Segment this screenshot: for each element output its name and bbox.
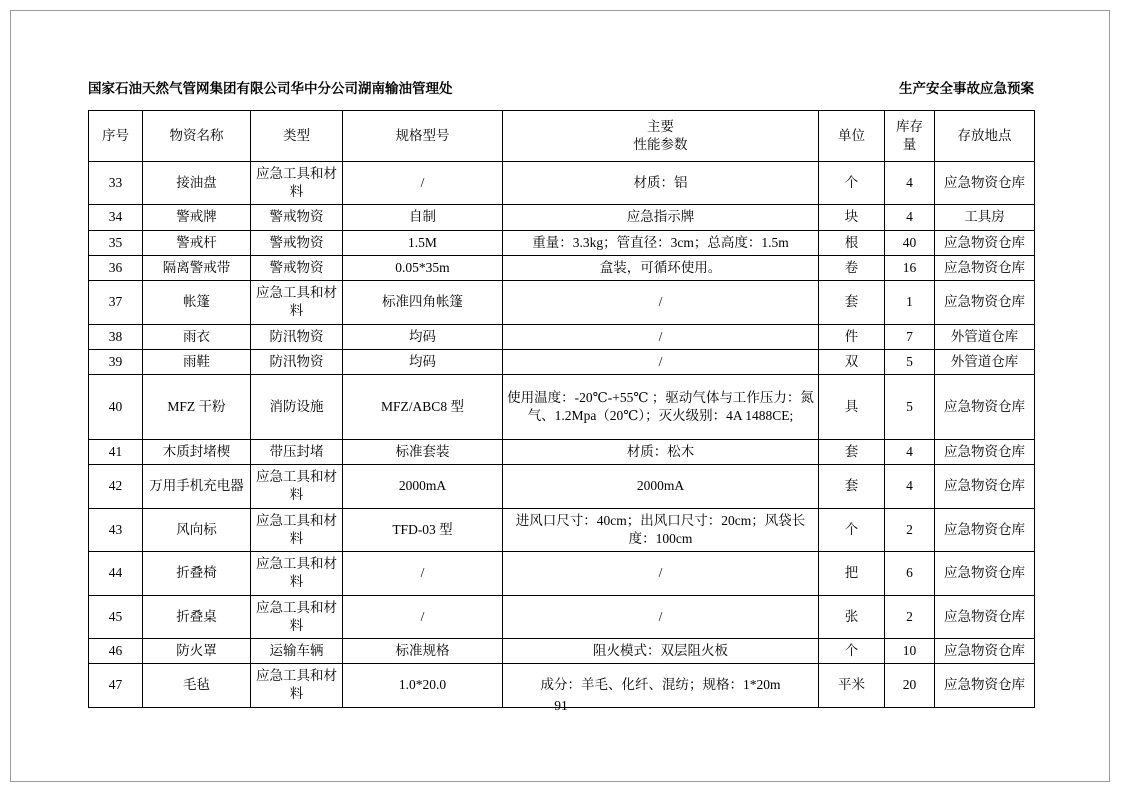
cell-location: 应急物资仓库 — [935, 664, 1035, 707]
cell-quantity: 6 — [885, 552, 935, 595]
cell-type: 警戒物资 — [251, 205, 343, 230]
cell-location: 应急物资仓库 — [935, 638, 1035, 663]
cell-type: 应急工具和材料 — [251, 465, 343, 508]
cell-name: 雨衣 — [143, 324, 251, 349]
table-row — [89, 374, 1035, 439]
cell-spec: 2000mA — [343, 465, 503, 508]
cell-unit: 套 — [819, 465, 885, 508]
table-row — [89, 205, 1035, 230]
cell-quantity: 2 — [885, 595, 935, 638]
cell-type: 消防设施 — [251, 374, 343, 439]
cell-spec: 1.5M — [343, 230, 503, 255]
cell-performance: 成分：羊毛、化纤、混纺；规格：1*20m — [503, 664, 819, 707]
table-row — [89, 552, 1035, 595]
cell-type: 防汛物资 — [251, 324, 343, 349]
cell-index: 41 — [89, 439, 143, 464]
column-header-location: 存放地点 — [935, 111, 1035, 162]
table-row — [89, 595, 1035, 638]
cell-index: 38 — [89, 324, 143, 349]
cell-spec: / — [343, 552, 503, 595]
cell-name: 折叠椅 — [143, 552, 251, 595]
cell-index: 44 — [89, 552, 143, 595]
cell-name: 风向标 — [143, 508, 251, 551]
column-header-performance — [503, 111, 819, 162]
cell-performance: 材质：铝 — [503, 162, 819, 205]
cell-quantity: 10 — [885, 638, 935, 663]
cell-name: 防火罩 — [143, 638, 251, 663]
cell-quantity: 7 — [885, 324, 935, 349]
cell-spec: / — [343, 595, 503, 638]
cell-spec: MFZ/ABC8 型 — [343, 374, 503, 439]
cell-type: 应急工具和材料 — [251, 595, 343, 638]
cell-name: 接油盘 — [143, 162, 251, 205]
column-header-unit: 单位 — [819, 111, 885, 162]
cell-type: 带压封堵 — [251, 439, 343, 464]
cell-index: 39 — [89, 349, 143, 374]
cell-index: 37 — [89, 281, 143, 324]
cell-performance: 阻火模式：双层阻火板 — [503, 638, 819, 663]
cell-index: 33 — [89, 162, 143, 205]
cell-quantity: 20 — [885, 664, 935, 707]
cell-performance: 材质：松木 — [503, 439, 819, 464]
cell-unit: 个 — [819, 638, 885, 663]
cell-performance: 使用温度：-20℃-+55℃ ；驱动气体与工作压力：氮气、1.2Mpa（20℃）；灭火级别：4A 1488CE; — [503, 374, 819, 439]
cell-quantity: 2 — [885, 508, 935, 551]
table-body — [89, 162, 1035, 708]
cell-spec: 标准规格 — [343, 638, 503, 663]
cell-performance: / — [503, 324, 819, 349]
cell-location: 工具房 — [935, 205, 1035, 230]
cell-type: 警戒物资 — [251, 255, 343, 280]
cell-index: 40 — [89, 374, 143, 439]
table-header — [89, 111, 1035, 162]
table-header-row — [89, 111, 1035, 162]
cell-quantity: 4 — [885, 205, 935, 230]
cell-spec: TFD-03 型 — [343, 508, 503, 551]
cell-type: 警戒物资 — [251, 230, 343, 255]
column-header-spec: 规格型号 — [343, 111, 503, 162]
cell-location: 外管道仓库 — [935, 349, 1035, 374]
cell-spec: 均码 — [343, 349, 503, 374]
column-header-name: 物资名称 — [143, 111, 251, 162]
cell-index: 34 — [89, 205, 143, 230]
cell-name: 警戒牌 — [143, 205, 251, 230]
cell-spec: 1.0*20.0 — [343, 664, 503, 707]
cell-name: 木质封堵楔 — [143, 439, 251, 464]
header-left-text: 国家石油天然气管网集团有限公司华中分公司湖南输油管理处 — [88, 81, 453, 96]
column-header-quantity — [885, 111, 935, 162]
cell-name: 毛毡 — [143, 664, 251, 707]
cell-unit: 套 — [819, 281, 885, 324]
table-row — [89, 230, 1035, 255]
cell-unit: 平米 — [819, 664, 885, 707]
cell-unit: 卷 — [819, 255, 885, 280]
cell-type: 应急工具和材料 — [251, 552, 343, 595]
cell-unit: 件 — [819, 324, 885, 349]
cell-location: 应急物资仓库 — [935, 374, 1035, 439]
table-row — [89, 162, 1035, 205]
cell-location: 应急物资仓库 — [935, 255, 1035, 280]
column-header-performance-line1: 主要 — [647, 118, 674, 134]
cell-index: 46 — [89, 638, 143, 663]
column-header-index: 序号 — [89, 111, 143, 162]
cell-quantity: 40 — [885, 230, 935, 255]
cell-type: 应急工具和材料 — [251, 508, 343, 551]
cell-performance: / — [503, 595, 819, 638]
column-header-quantity-line1: 库存 — [896, 118, 923, 134]
column-header-quantity-line2: 量 — [902, 137, 917, 152]
table-row — [89, 324, 1035, 349]
cell-index: 42 — [89, 465, 143, 508]
cell-performance: / — [503, 281, 819, 324]
cell-quantity: 1 — [885, 281, 935, 324]
cell-unit: 套 — [819, 439, 885, 464]
cell-performance: 进风口尺寸：40cm；出风口尺寸：20cm；风袋长度：100cm — [503, 508, 819, 551]
cell-unit: 把 — [819, 552, 885, 595]
cell-unit: 个 — [819, 162, 885, 205]
cell-location: 应急物资仓库 — [935, 439, 1035, 464]
table-row — [89, 349, 1035, 374]
cell-name: 折叠桌 — [143, 595, 251, 638]
cell-name: MFZ 干粉 — [143, 374, 251, 439]
cell-name: 警戒杆 — [143, 230, 251, 255]
cell-name: 雨鞋 — [143, 349, 251, 374]
cell-name: 万用手机充电器 — [143, 465, 251, 508]
cell-spec: 标准套装 — [343, 439, 503, 464]
cell-type: 应急工具和材料 — [251, 664, 343, 707]
cell-location: 应急物资仓库 — [935, 281, 1035, 324]
cell-type: 防汛物资 — [251, 349, 343, 374]
table-row — [89, 439, 1035, 464]
cell-name: 帐篷 — [143, 281, 251, 324]
cell-performance: 重量：3.3kg；管直径：3cm；总高度：1.5m — [503, 230, 819, 255]
cell-index: 43 — [89, 508, 143, 551]
cell-type: 应急工具和材料 — [251, 281, 343, 324]
cell-performance: / — [503, 349, 819, 374]
cell-spec: 0.05*35m — [343, 255, 503, 280]
cell-index: 47 — [89, 664, 143, 707]
cell-location: 外管道仓库 — [935, 324, 1035, 349]
cell-spec: 均码 — [343, 324, 503, 349]
table-row — [89, 508, 1035, 551]
table-row — [89, 638, 1035, 663]
cell-quantity: 4 — [885, 162, 935, 205]
cell-unit: 个 — [819, 508, 885, 551]
table-row — [89, 465, 1035, 508]
cell-quantity: 5 — [885, 374, 935, 439]
cell-name: 隔离警戒带 — [143, 255, 251, 280]
cell-type: 运输车辆 — [251, 638, 343, 663]
cell-unit: 张 — [819, 595, 885, 638]
cell-quantity: 5 — [885, 349, 935, 374]
cell-type: 应急工具和材料 — [251, 162, 343, 205]
cell-location: 应急物资仓库 — [935, 508, 1035, 551]
cell-performance: 2000mA — [503, 465, 819, 508]
page-number: 91 — [554, 698, 568, 713]
cell-index: 35 — [89, 230, 143, 255]
cell-unit: 双 — [819, 349, 885, 374]
cell-index: 45 — [89, 595, 143, 638]
cell-performance: 盒装，可循环使用。 — [503, 255, 819, 280]
cell-unit: 具 — [819, 374, 885, 439]
cell-quantity: 16 — [885, 255, 935, 280]
cell-unit: 块 — [819, 205, 885, 230]
cell-location: 应急物资仓库 — [935, 552, 1035, 595]
cell-spec: / — [343, 162, 503, 205]
cell-quantity: 4 — [885, 465, 935, 508]
page-header — [88, 78, 1034, 96]
header-right-text: 生产安全事故应急预案 — [899, 81, 1034, 96]
cell-location: 应急物资仓库 — [935, 230, 1035, 255]
materials-table — [88, 110, 1035, 708]
cell-spec: 标准四角帐篷 — [343, 281, 503, 324]
cell-location: 应急物资仓库 — [935, 595, 1035, 638]
cell-location: 应急物资仓库 — [935, 465, 1035, 508]
table-row — [89, 255, 1035, 280]
cell-performance: / — [503, 552, 819, 595]
cell-unit: 根 — [819, 230, 885, 255]
cell-performance: 应急指示牌 — [503, 205, 819, 230]
cell-location: 应急物资仓库 — [935, 162, 1035, 205]
column-header-performance-line2: 性能参数 — [633, 137, 688, 152]
cell-index: 36 — [89, 255, 143, 280]
cell-quantity: 4 — [885, 439, 935, 464]
cell-spec: 自制 — [343, 205, 503, 230]
table-row — [89, 281, 1035, 324]
column-header-type: 类型 — [251, 111, 343, 162]
